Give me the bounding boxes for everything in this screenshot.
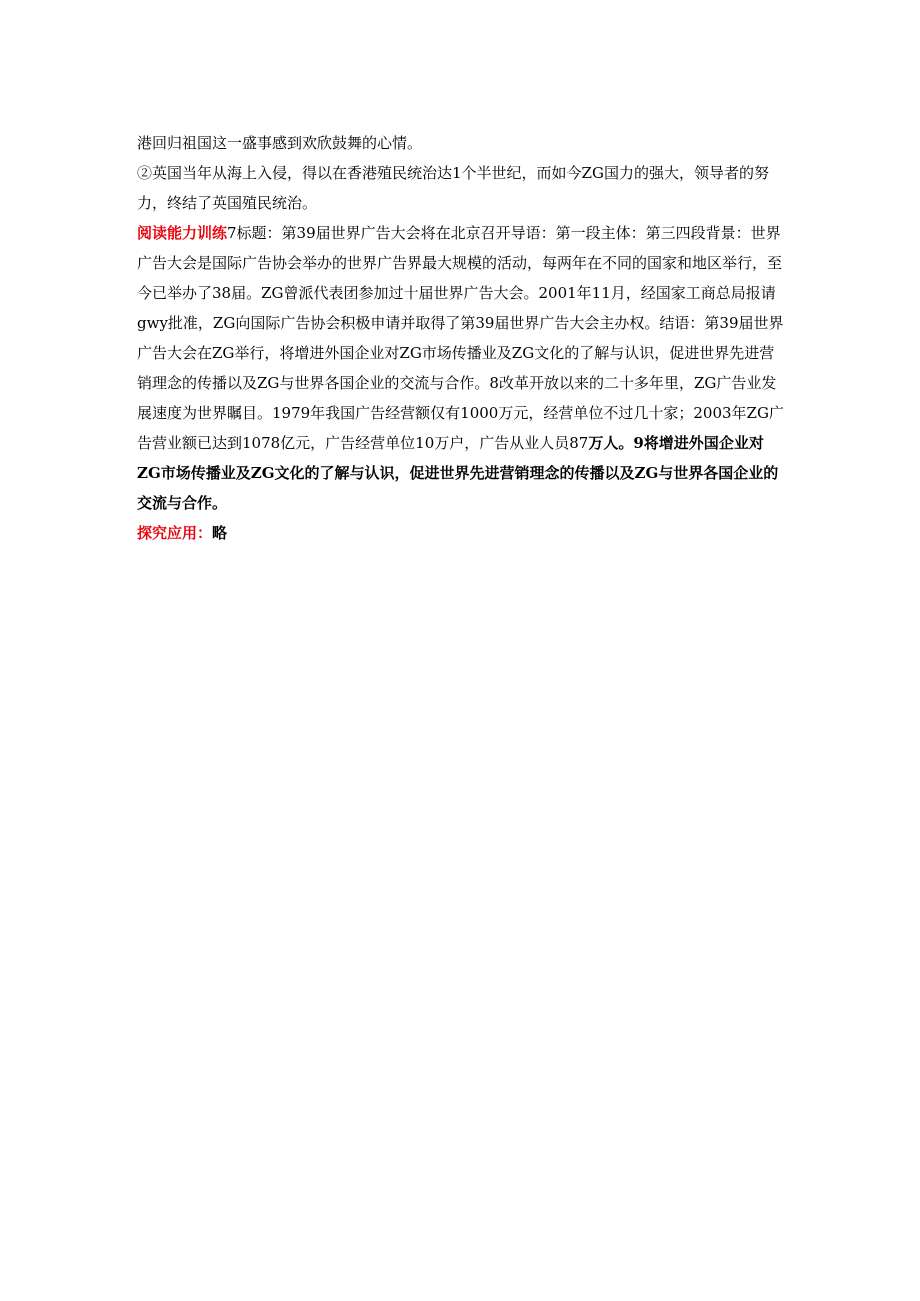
reading-training-heading: 阅读能力训练 bbox=[137, 224, 228, 242]
reading-training-tail: 9将增进外国企业对ZG市场传播业及ZG文化的了解与认识，促进世界先进营销理念的传播以及ZG与世界各国企业的交流与合作。 bbox=[137, 434, 779, 512]
paragraph-exploration bbox=[137, 518, 785, 548]
reading-training-body: 7标题：第39届世界广告大会将在北京召开导语：第一段主体：第三四段背景：世界广告大会是国际广告协会举办的世界广告界最大规模的活动，每两年在不同的国家和地区举行，至今已举办了38届。ZG曾派代表团参加过十届世界广告大会。2001年11月，经国家工商总局报请gwy批准，ZG向国际广告协会积极申请并取得了第39届世界广告大会主办权。结语：第39届世界广告大会在ZG举行，将增进外国企业对ZG市场传播业及ZG文化的了解与认识，促进世界先进营销理念的传播以及ZG与世界各国企业的交流与合作。8改革开放以来的二十多年里，ZG广告业发展速度为世界瞩目。1979年我国广告经营额仅有1000万元，经营单位不过几十家；2003年ZG广告营业额已达到1078亿元，广告经营单位10万户，广告从业人员87 bbox=[137, 224, 784, 452]
paragraph-reading-training bbox=[137, 218, 785, 518]
paragraph-continuation bbox=[137, 128, 785, 158]
document-body bbox=[137, 128, 785, 548]
paragraph-answer-2-text: ②英国当年从海上入侵，得以在香港殖民统治达1个半世纪，而如今ZG国力的强大，领导者的努力，终结了英国殖民统治。 bbox=[137, 164, 769, 212]
reading-training-bold: 万人。 bbox=[588, 434, 634, 452]
paragraph-continuation-text: 港回归祖国这一盛事感到欢欣鼓舞的心情。 bbox=[137, 134, 423, 152]
exploration-body: 略 bbox=[212, 524, 228, 542]
paragraph-answer-2 bbox=[137, 158, 785, 218]
exploration-heading: 探究应用： bbox=[137, 524, 213, 542]
